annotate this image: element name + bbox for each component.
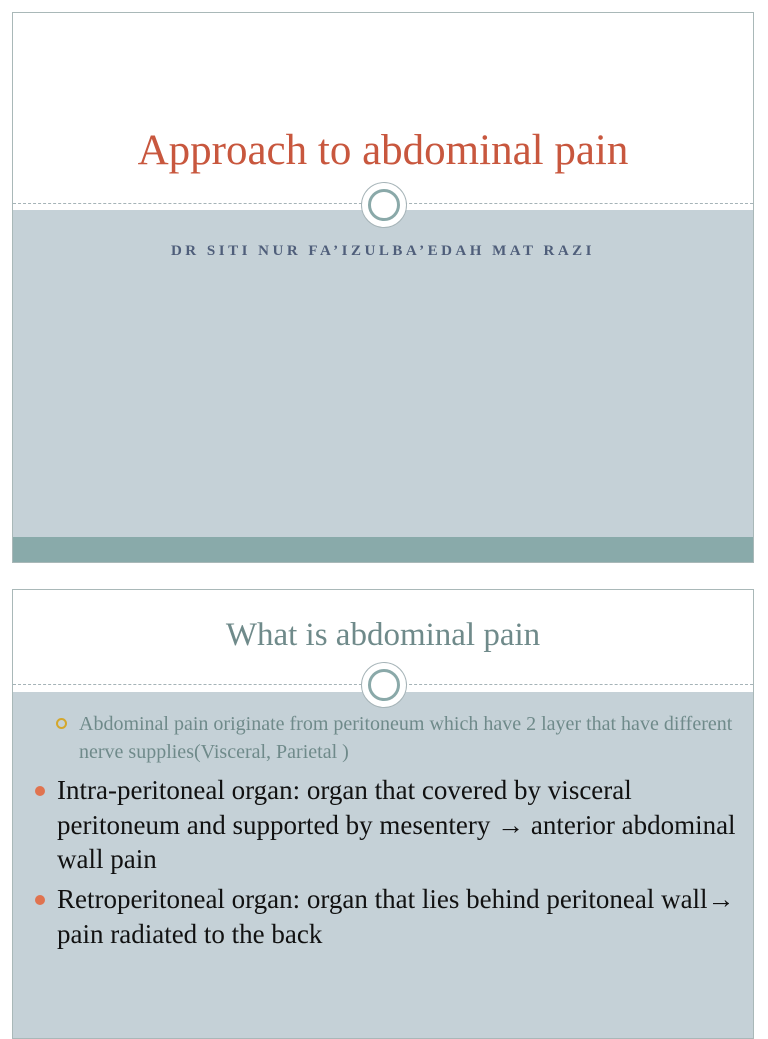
circle-ornament-icon	[362, 183, 406, 227]
bullet-item	[57, 882, 737, 951]
content-region	[13, 210, 753, 537]
slide-title: Approach to abdominal pain	[137, 127, 629, 174]
hollow-circle-bullet-icon	[56, 718, 67, 729]
bullet-text: Intra-peritoneal organ: organ that covered by visceral peritoneum and supported by mesentery → anterior abdominal wall pain	[57, 775, 736, 874]
bullet-item	[57, 773, 737, 877]
author-subtitle: DR SITI NUR FA’IZULBA’EDAH MAT RAZI	[170, 243, 596, 259]
slide-title: What is abdominal pain	[225, 617, 541, 653]
title-region	[13, 13, 753, 210]
bullet-text: Retroperitoneal organ: organ that lies behind peritoneal wall→ pain radiated to the back	[57, 884, 735, 949]
sub-bullet-text: Abdominal pain originate from peritoneum which have 2 layer that have different nerve supplies(Visceral, Parietal )	[79, 713, 733, 763]
slide-2	[12, 589, 754, 1039]
slide-1	[12, 12, 754, 563]
circle-ornament-icon	[362, 663, 406, 707]
sub-bullet-item	[79, 710, 739, 766]
filled-circle-bullet-icon	[35, 895, 45, 905]
footer-band	[13, 537, 753, 563]
filled-circle-bullet-icon	[35, 786, 45, 796]
